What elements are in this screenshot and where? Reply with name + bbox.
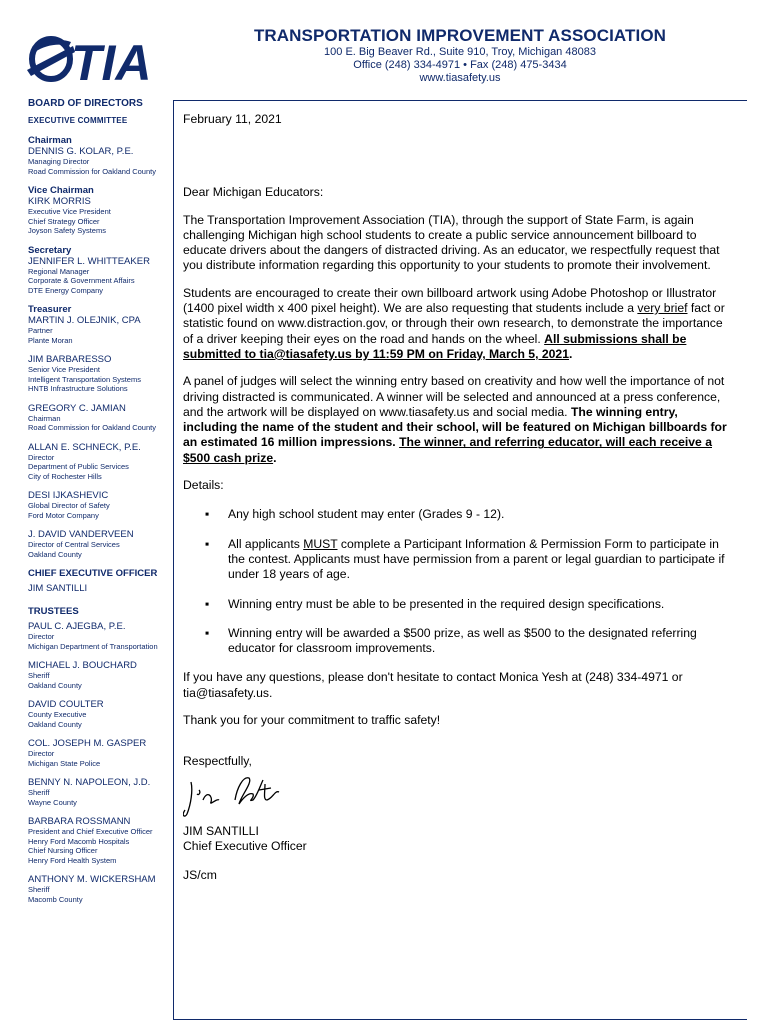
member-role: Vice Chairman [28, 185, 94, 196]
member-detail: Henry Ford Health System [28, 855, 117, 865]
member-detail: Oakland County [28, 549, 82, 559]
member-name: ALLAN E. SCHNECK, P.E. [28, 441, 141, 453]
member-detail: Michigan State Police [28, 758, 101, 768]
submission-deadline: All submissions shall be submitted to tia@tiasafety.us by 11:59 PM on Friday, March 5, 2021 [183, 331, 687, 361]
member-detail: Road Commission for Oakland County [28, 423, 156, 432]
signer-title: Chief Executive Officer [183, 839, 307, 854]
list-item: ▪ Any high school student may enter (Grades 9 - 12). [205, 507, 505, 522]
member-detail: Wayne County [28, 797, 77, 807]
paragraph-2: Students are encouraged to create their own billboard artwork using Adobe Photoshop or Illustrator (1400 pixel width x 400 pixel height). We are also requesting that students include a very brief fact or statistic found on www.distraction.gov, or through their own research, to demonstrate the importance of a driver keeping their eyes on the road and hands on the wheel. All submissions shall be submitted to tia@tiasafety.us by 11:59 PM on Friday, March 5, 2021. [183, 285, 725, 361]
board-member [28, 738, 173, 768]
member-name: J. DAVID VANDERVEEN [28, 529, 134, 540]
member-detail: Sheriff [28, 885, 50, 894]
closing: Respectfully, [183, 754, 252, 769]
member-detail: Plante Moran [28, 335, 73, 345]
member-name: COL. JOSEPH M. GASPER [28, 738, 147, 749]
board-member [28, 529, 173, 559]
member-detail: Oakland County [28, 680, 82, 690]
member-name: PAUL C. AJEGBA, P.E. [28, 621, 126, 632]
member-name: BARBARA ROSSMANN [28, 816, 131, 827]
initials: JS/cm [183, 867, 217, 882]
member-detail: HNTB Infrastructure Solutions [28, 384, 128, 393]
member-detail: Regional Manager [28, 266, 90, 276]
ceo-name: JIM SANTILLI [28, 583, 88, 594]
organization-name: TRANSPORTATION IMPROVEMENT ASSOCIATION [253, 26, 667, 45]
member-detail: Chairman [28, 413, 61, 423]
member-detail: DTE Energy Company [28, 285, 104, 295]
questions-paragraph: If you have any questions, please don't hesitate to contact Monica Yesh at (248) 334-4971 or tia@tiasafety.us. [183, 670, 683, 700]
member-detail: Henry Ford Macomb Hospitals [28, 836, 130, 846]
member-role: Treasurer [28, 304, 72, 315]
logo-text: TIA [71, 35, 152, 88]
member-detail: City of Rochester Hills [28, 471, 102, 481]
paragraph-3: A panel of judges will select the winning entry based on creativity and how well the importance of not driving distracted is communicated. A winner will be selected and announced at a press conference, and the artwork will be displayed on www.tiasafety.us and social media. The winning entry, including the name of the student and their school, will be featured on Michigan billboards for an estimated 16 million impressions. The winner, and referring educator, will each receive a $500 cash prize. [183, 374, 727, 465]
member-detail: Director [28, 632, 55, 641]
board-member [28, 304, 173, 345]
address: 100 E. Big Beaver Rd., Suite 910, Troy, Michigan 48083 [324, 46, 596, 58]
board-member [28, 874, 173, 904]
member-name: MARTIN J. OLEJNIK, CPA [28, 315, 141, 326]
member-name: JENNIFER L. WHITTEAKER [28, 255, 150, 267]
board-heading: BOARD OF DIRECTORS [28, 98, 143, 109]
thanks-paragraph: Thank you for your commitment to traffic safety! [183, 713, 441, 728]
member-name: DESI IJKASHEVIC [28, 490, 109, 501]
letterhead [190, 26, 730, 85]
letter-date: February 11, 2021 [183, 112, 282, 126]
salutation: Dear Michigan Educators: [183, 185, 324, 200]
ceo-label: CHIEF EXECUTIVE OFFICER [28, 568, 158, 579]
letter-body [183, 112, 735, 883]
member-detail: Senior Vice President [28, 365, 100, 374]
board-member [28, 135, 173, 176]
executive-committee-label: EXECUTIVE COMMITTEE [28, 116, 128, 125]
member-detail: Executive Vice President [28, 207, 111, 216]
member-detail: Partner [28, 326, 53, 335]
website: www.tiasafety.us [419, 72, 501, 84]
board-sidebar [28, 116, 173, 913]
member-detail: Global Director of Safety [28, 501, 110, 510]
list-item: ▪ Winning entry will be awarded a $500 prize, as well as $500 to the designated referring educator for classroom improvements. [205, 625, 697, 656]
member-detail: Chief Nursing Officer [28, 846, 98, 855]
member-name: KIRK MORRIS [28, 196, 91, 207]
member-detail: Oakland County [28, 719, 82, 729]
list-item: ▪ All applicants MUST complete a Participant Information & Permission Form to participate in the contest. Applicants must have permission from a parent or legal guardian to participate if under 18 years of age. [205, 536, 725, 582]
member-detail: President and Chief Executive Officer [28, 827, 153, 836]
member-role: Chairman [28, 135, 72, 146]
member-detail: Chief Strategy Officer [28, 216, 100, 226]
member-detail: Director of Central Services [28, 540, 120, 549]
board-member [28, 185, 173, 236]
member-detail: County Executive [28, 710, 87, 719]
member-detail: Sheriff [28, 671, 50, 680]
member-detail: Macomb County [28, 894, 83, 904]
member-detail: Intelligent Transportation Systems [28, 374, 141, 384]
member-name: ANTHONY M. WICKERSHAM [28, 874, 156, 885]
board-member [28, 245, 173, 296]
board-member [28, 621, 173, 651]
tia-logo [25, 30, 175, 88]
member-detail: Sheriff [28, 788, 50, 797]
prize-statement: The winner, and referring educator, will each receive a $500 cash prize [183, 435, 712, 465]
phone-fax: Office (248) 334-4971 • Fax (248) 475-3434 [353, 59, 567, 71]
member-role: Secretary [28, 244, 72, 256]
member-name: DENNIS G. KOLAR, P.E. [28, 146, 134, 157]
member-name: DAVID COULTER [28, 699, 104, 710]
paragraph-1: The Transportation Improvement Association (TIA), through the support of State Farm, is again challenging Michigan high school students to create a public service announcement billboard to educate drivers about the dangers of distracted driving. As an educator, we respectfully request that you distribute information regarding this opportunity to your students to promote their involvement. [183, 212, 720, 273]
member-detail: Michigan Department of Transportation [28, 641, 158, 651]
member-name: GREGORY C. JAMIAN [28, 402, 126, 414]
member-detail: Department of Public Services [28, 462, 129, 471]
member-detail: Road Commission for Oakland County [28, 166, 156, 176]
board-member [28, 777, 173, 807]
signer-name: JIM SANTILLI [183, 823, 259, 838]
board-member [28, 354, 173, 394]
member-detail: Director [28, 452, 55, 462]
member-detail: Corporate & Government Affairs [28, 276, 135, 285]
details-label: Details: [183, 478, 224, 493]
member-detail: Managing Director [28, 157, 90, 166]
board-member [28, 699, 173, 729]
trustees-label: TRUSTEES [28, 606, 79, 617]
board-member [28, 816, 173, 865]
board-member [28, 660, 173, 690]
board-member [28, 403, 173, 433]
member-name: JIM BARBARESSO [28, 354, 112, 365]
member-detail: Joyson Safety Systems [28, 226, 106, 235]
list-item: ▪ Winning entry must be able to be presented in the required design specifications. [205, 596, 665, 611]
member-name: MICHAEL J. BOUCHARD [28, 660, 137, 671]
member-name: BENNY N. NAPOLEON, J.D. [28, 777, 151, 788]
board-member [28, 442, 173, 482]
handwritten-signature [183, 770, 293, 820]
member-detail: Ford Motor Company [28, 510, 99, 520]
board-member [28, 490, 173, 520]
member-detail: Director [28, 749, 55, 758]
